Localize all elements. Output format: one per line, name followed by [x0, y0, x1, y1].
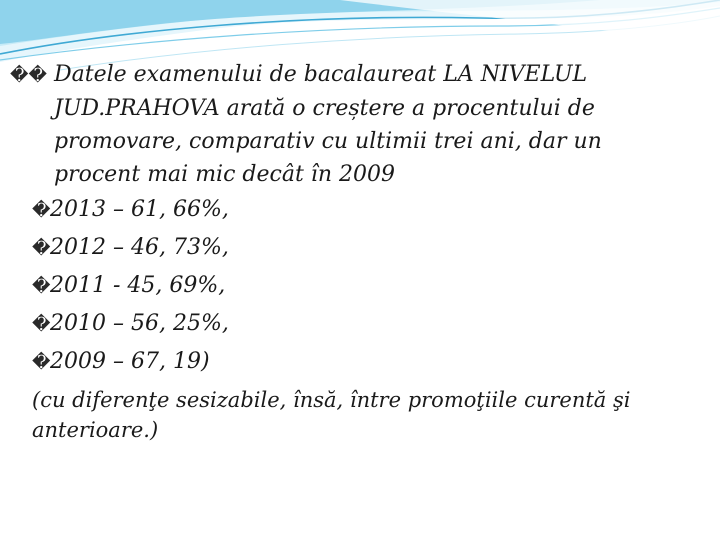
list-item: [32, 305, 692, 343]
bullet-icon: �: [32, 314, 51, 335]
list-item: [32, 267, 692, 305]
bullet-icon: �: [32, 238, 51, 259]
intro-text: Datele examenului de bacalaureat LA NIVELUL JUD.PRAHOVA arată o creștere a procentului de promovare, comparativ cu ultimii trei ani, dar un procent mai mic decât în 2009: [54, 62, 602, 187]
list-item-text: 2011 - 45, 69%,: [50, 273, 226, 298]
list-item: [32, 343, 692, 381]
intro-paragraph: [10, 58, 692, 191]
bullet-icon: �: [32, 200, 51, 221]
list-item: [32, 229, 692, 267]
bullet-icon: �: [32, 352, 51, 373]
list-item-text: 2013 – 61, 66%,: [50, 197, 229, 222]
note-text: (cu diferenţe sesizabile, însă, între promoţiile curentă şi anterioare.): [32, 388, 631, 442]
slide-content: [10, 58, 692, 445]
list-item: [32, 191, 692, 229]
list-item-text: 2009 – 67, 19): [50, 349, 210, 374]
list-item-text: 2012 – 46, 73%,: [50, 235, 229, 260]
bullet-icon: �: [32, 276, 51, 297]
bullet-icon: ��: [10, 65, 47, 86]
list-item-text: 2010 – 56, 25%,: [50, 311, 229, 336]
